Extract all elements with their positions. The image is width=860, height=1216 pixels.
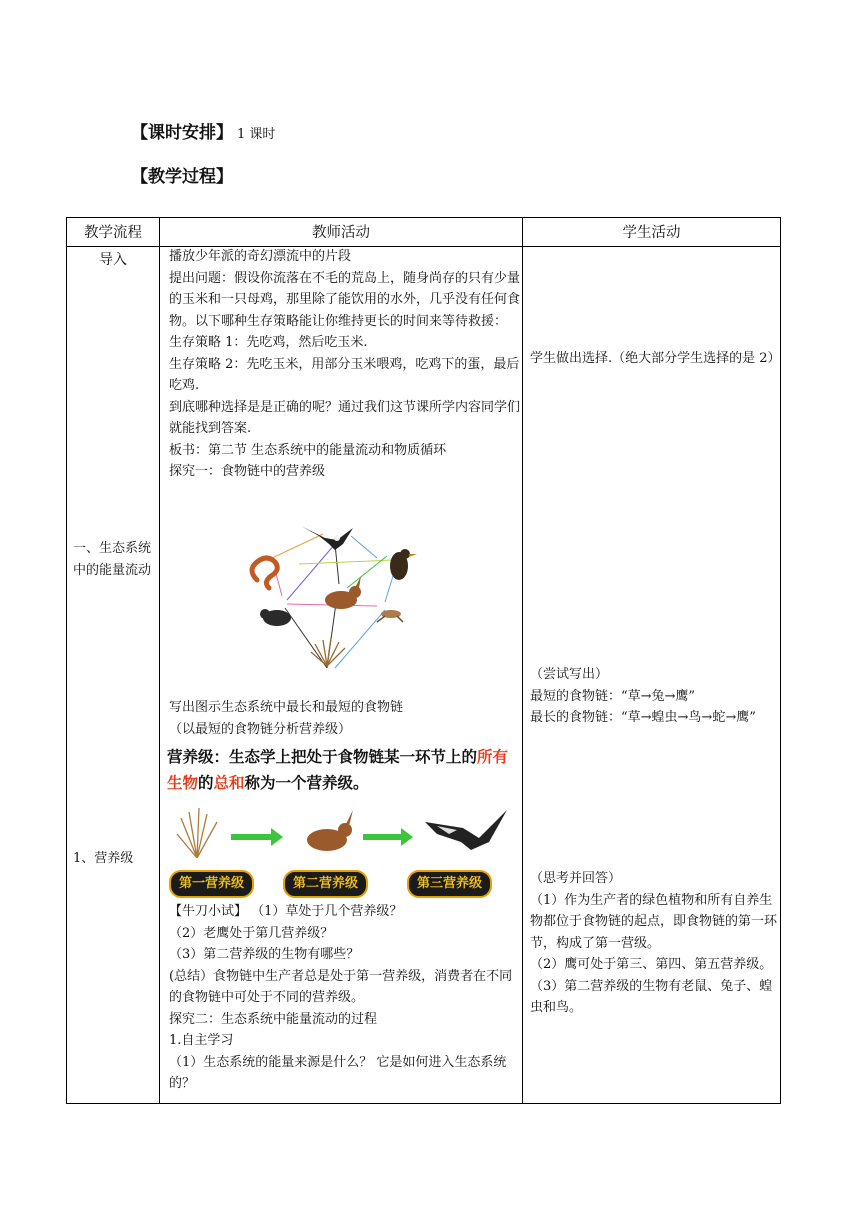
flow-intro: 导入 xyxy=(99,252,127,268)
teacher-q4: (总结）食物链中生产者总是处于第一营养级，消费者在不同的食物链中可处于不同的营养级。 xyxy=(169,968,513,1005)
teacher-p1: 播放少年派的奇幻漂流中的片段 xyxy=(169,249,352,264)
arrow-icon xyxy=(231,828,283,846)
student-choice: 学生做出选择.（绝大部分学生选择的是 2） xyxy=(530,351,781,366)
snake-icon xyxy=(252,558,277,588)
teacher-q1: 【牛刀小试】 （1）草处于几个营养级？ xyxy=(169,904,403,919)
schedule-label: 【课时安排】 xyxy=(131,123,233,143)
col-divider xyxy=(522,218,523,1103)
student-block-3 xyxy=(530,868,780,1019)
student-s4: 最长的食物链：“草→蝗虫→鸟→蛇→鹰” xyxy=(530,710,756,725)
teacher-block-3 xyxy=(169,901,521,1095)
level-3-badge: 第三营养级 xyxy=(407,870,492,898)
grass-icon xyxy=(177,808,217,858)
teacher-q6: 1.自主学习 xyxy=(169,1033,234,1048)
teacher-p9: （以最短的食物链分析营养级） xyxy=(169,721,352,737)
flow-trophic: 1、营养级 xyxy=(73,851,134,866)
arrow-icon xyxy=(363,828,413,846)
def-text-e: 称为一个营养级。 xyxy=(244,774,369,792)
flow-section-1: 一、生态系统中的能量流动 xyxy=(73,541,152,578)
teacher-p8: 写出图示生态系统中最长和最短的食物链 xyxy=(169,700,404,715)
rabbit-icon xyxy=(307,810,353,851)
level-2-badge: 第二营养级 xyxy=(283,870,368,898)
bird-icon xyxy=(390,549,417,580)
lesson-table xyxy=(66,217,781,1104)
student-s8: （3）第二营养级的生物有老鼠、兔子、蝗虫和鸟。 xyxy=(530,978,773,1015)
teacher-q5: 探究二：生态系统中能量流动的过程 xyxy=(169,1011,378,1027)
def-text-c: 的 xyxy=(198,774,214,792)
teacher-q2: （2）老鹰处于第几营养级？ xyxy=(169,925,334,941)
schedule-heading xyxy=(131,118,275,143)
trophic-definition xyxy=(167,744,519,796)
student-block-2 xyxy=(530,664,780,729)
grasshopper-icon xyxy=(377,610,403,622)
header-student: 学生活动 xyxy=(622,225,681,241)
teacher-block-1 xyxy=(169,246,521,483)
teacher-p5: 到底哪种选择是是正确的呢？通过我们这节课所学内容同学们就能找到答案. xyxy=(169,399,521,436)
header-teacher: 教师活动 xyxy=(312,225,370,241)
food-web-diagram xyxy=(227,518,427,673)
def-text-d: 总和 xyxy=(213,774,245,792)
teacher-p2: 提出问题：假设你流落在不毛的荒岛上，随身尚存的只有少量的玉米和一只母鸡，那里除了能饮用的水外，几乎没有任何食物。以下哪种生存策略能让你维持更长的时间来等待救援： xyxy=(169,270,521,329)
student-s6: （1）作为生产者的绿色植物和所有自养生物都位于食物链的起点，即食物链的第一环节，构成了第一营级。 xyxy=(530,892,778,951)
def-text-a: 营养级：生态学上把处于食物链某一环节上的 xyxy=(167,748,478,766)
schedule-value: 1 课时 xyxy=(237,127,276,142)
teacher-q7: （1）生态系统的能量来源是什么？ 它是如何进入生态系统的？ xyxy=(169,1054,507,1091)
student-s3: 最短的食物链：“草→兔→鹰” xyxy=(530,688,696,704)
teacher-p4: 生存策略 2：先吃玉米，用部分玉米喂鸡，吃鸡下的蛋，最后吃鸡. xyxy=(169,356,520,393)
teacher-p3: 生存策略 1：先吃鸡，然后吃玉米. xyxy=(169,335,368,350)
teacher-p6: 板书：第二节 生态系统中的能量流动和物质循环 xyxy=(169,442,447,458)
student-s2: （尝试写出） xyxy=(530,667,609,682)
mouse-icon xyxy=(260,609,291,626)
hawk-icon xyxy=(301,526,353,550)
teacher-p7: 探究一：食物链中的营养级 xyxy=(169,464,326,479)
col-divider xyxy=(159,218,160,1103)
process-heading: 【教学过程】 xyxy=(131,167,233,187)
trophic-levels-diagram xyxy=(167,798,519,898)
header-flow: 教学流程 xyxy=(84,225,142,241)
student-s5: （思考并回答） xyxy=(530,871,622,886)
def-text-b: 所有生物 xyxy=(167,748,509,792)
hawk-icon xyxy=(425,810,507,850)
teacher-q3: （3）第二营养级的生物有哪些？ xyxy=(169,947,360,962)
level-1-badge: 第一营养级 xyxy=(169,870,254,898)
student-s7: （2）鹰可处于第三、第四、第五营养级。 xyxy=(530,957,773,972)
teacher-block-2 xyxy=(169,697,521,740)
